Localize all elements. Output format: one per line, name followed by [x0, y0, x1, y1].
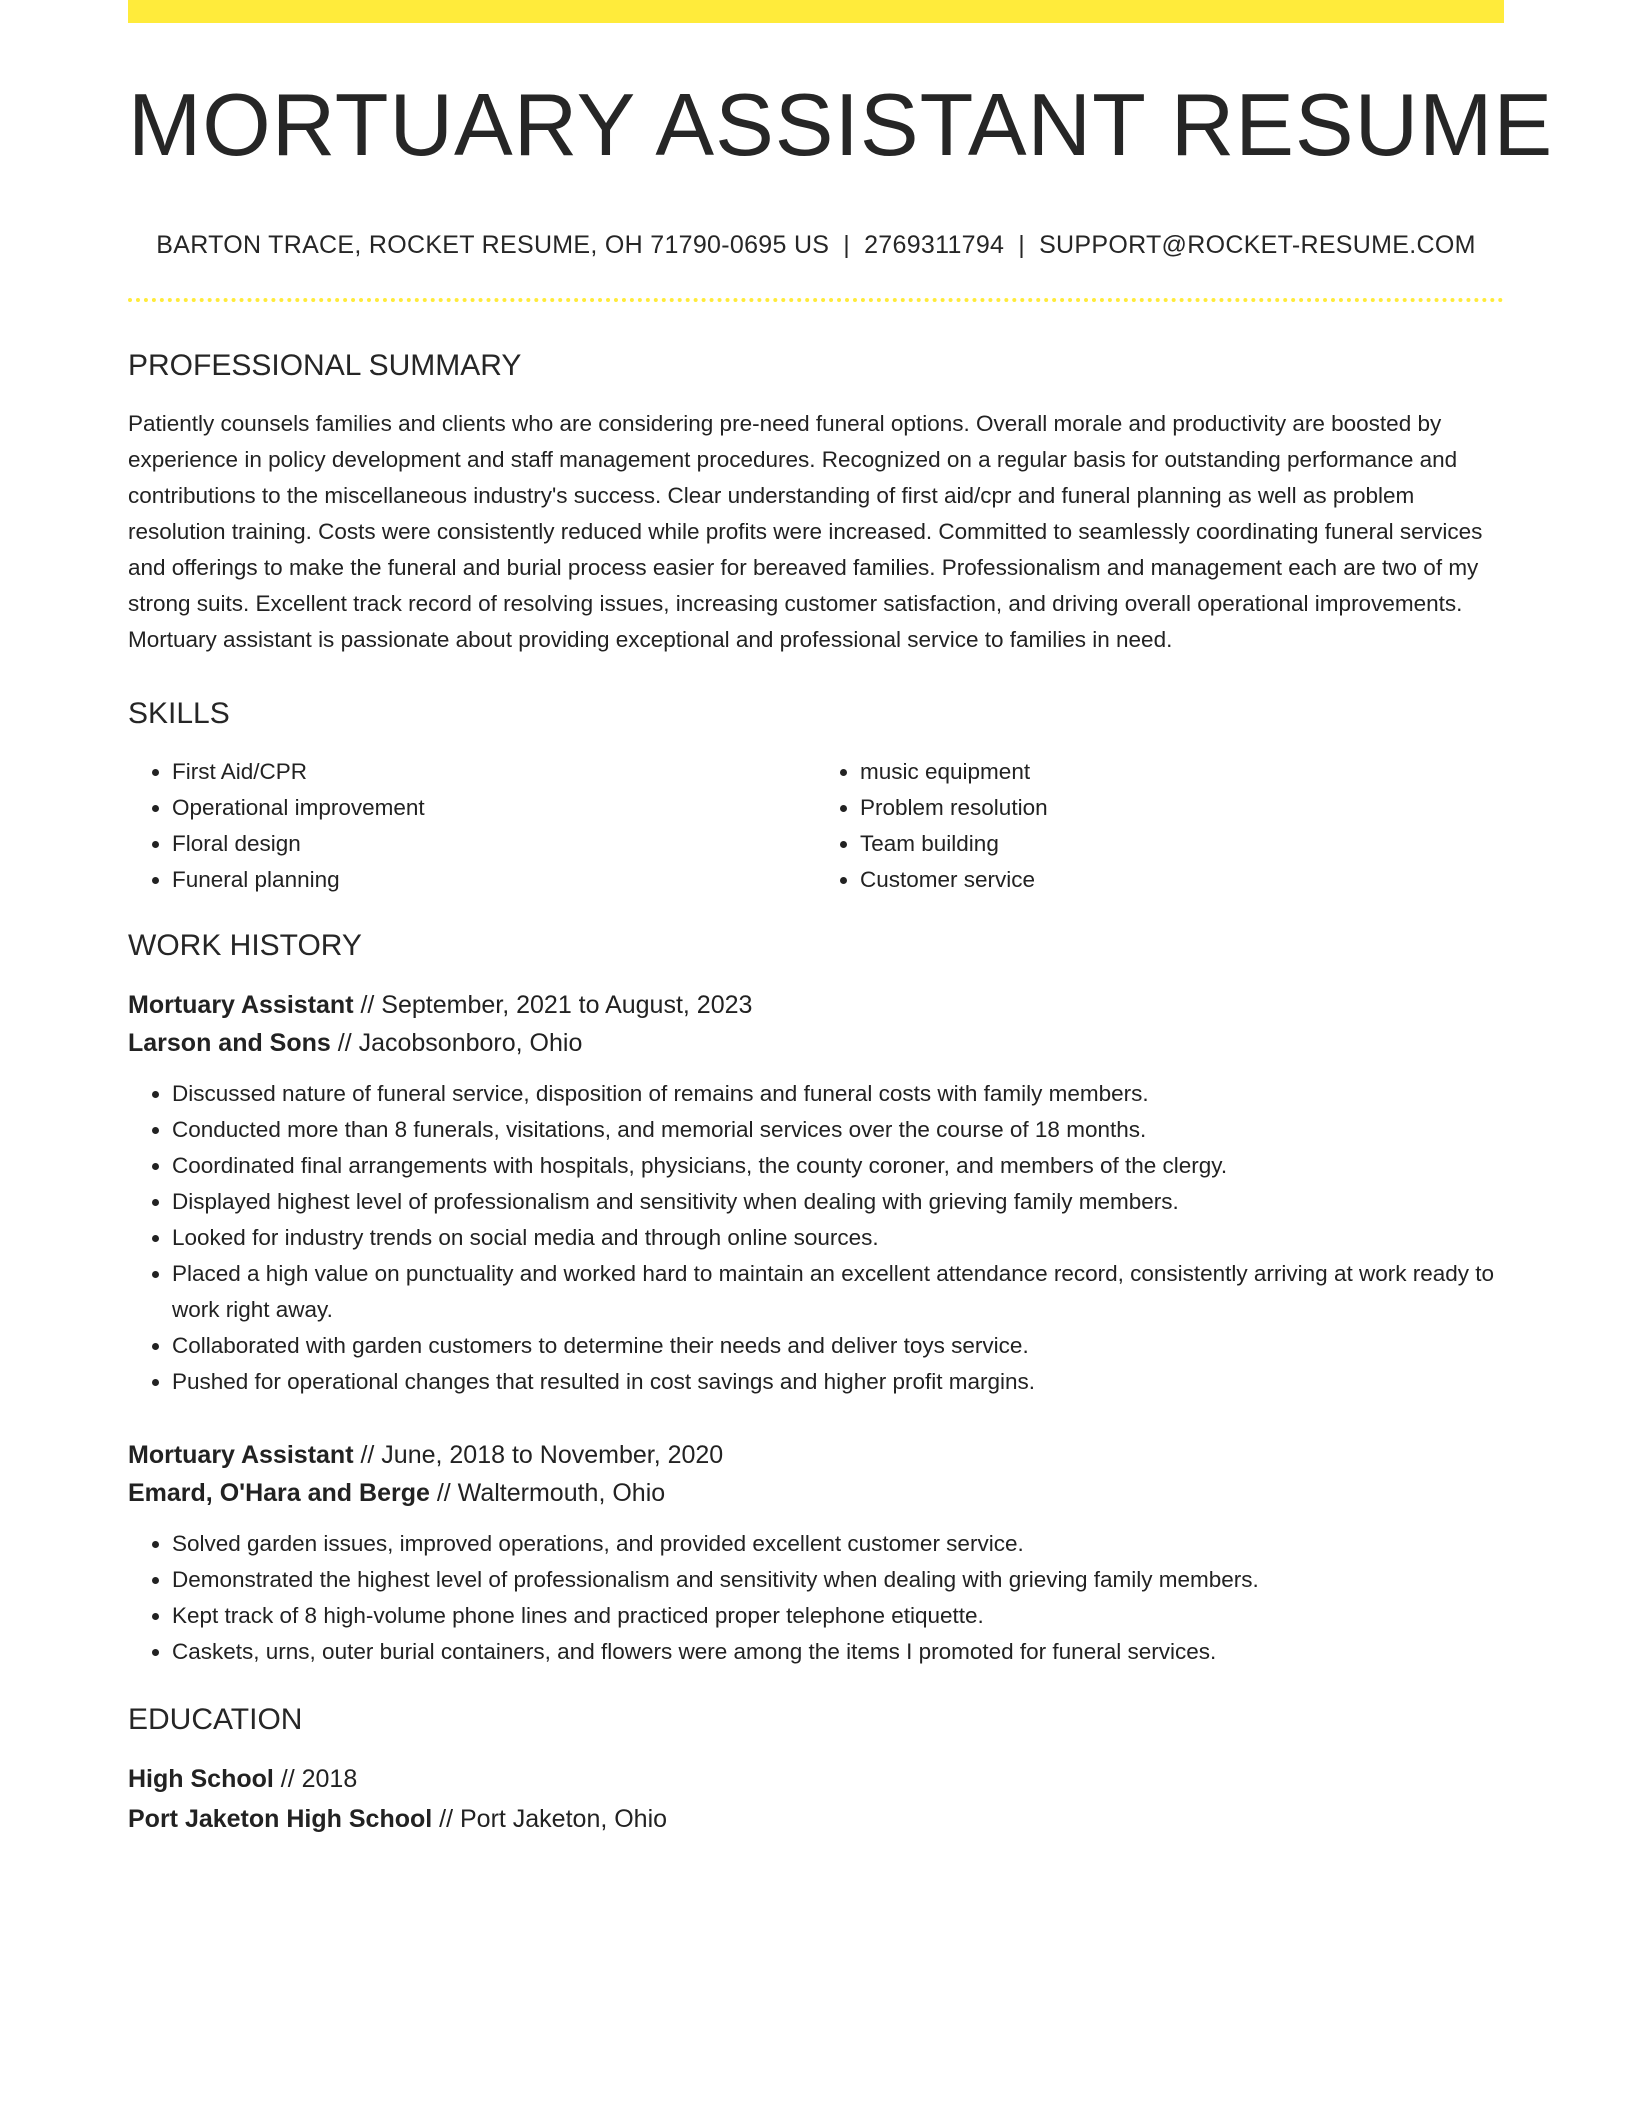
- skills-column-left: [128, 754, 816, 898]
- resume-page: [128, 0, 1554, 1838]
- job-bullet: • Solved garden issues, improved operations, and provided excellent customer service.: [172, 1526, 1504, 1562]
- top-accent-bar: [128, 0, 1504, 23]
- education-location: // Port Jaketon, Ohio: [432, 1805, 668, 1833]
- job-bullets: [128, 1526, 1504, 1670]
- contact-separator: |: [1018, 231, 1026, 259]
- job-company-line: [128, 1024, 1504, 1062]
- contact-address: BARTON TRACE, ROCKET RESUME, OH 71790-0695 US: [156, 231, 830, 259]
- education-school: Port Jaketon High School: [128, 1805, 433, 1833]
- job-bullet: • Collaborated with garden customers to determine their needs and deliver toys service.: [172, 1328, 1504, 1364]
- job-location: // Jacobsonboro, Ohio: [330, 1029, 583, 1057]
- skill-item: • First Aid/CPR: [172, 754, 816, 790]
- job-bullet: • Caskets, urns, outer burial containers, and flowers were among the items I promoted for funeral services.: [172, 1634, 1504, 1670]
- skills-column-right: [816, 754, 1504, 898]
- education-year: // 2018: [273, 1765, 358, 1793]
- job-bullet: • Looked for industry trends on social media and through online sources.: [172, 1220, 1504, 1256]
- job-company: Larson and Sons: [128, 1029, 331, 1057]
- job-bullet: • Displayed highest level of professionalism and sensitivity when dealing with grieving family members.: [172, 1184, 1504, 1220]
- job-title: Mortuary Assistant: [128, 1441, 354, 1469]
- skill-item: • Customer service: [860, 862, 1504, 898]
- job-title-line: [128, 1436, 1504, 1474]
- job-title-line: [128, 986, 1504, 1024]
- job-dates: // June, 2018 to November, 2020: [353, 1441, 724, 1469]
- education-degree-line: [128, 1760, 1504, 1798]
- dotted-divider: [128, 298, 1504, 302]
- skills-grid: [128, 754, 1504, 898]
- job-bullet: • Coordinated final arrangements with hospitals, physicians, the county coroner, and members of the clergy.: [172, 1148, 1504, 1184]
- job-location: // Waltermouth, Ohio: [429, 1479, 666, 1507]
- job-bullets: [128, 1076, 1504, 1400]
- summary-heading: PROFESSIONAL SUMMARY: [128, 349, 522, 382]
- contact-separator: |: [843, 231, 851, 259]
- education-school-line: [128, 1800, 1504, 1838]
- education-degree: High School: [128, 1765, 274, 1793]
- contact-email: SUPPORT@ROCKET-RESUME.COM: [1039, 231, 1476, 259]
- skill-item: • Team building: [860, 826, 1504, 862]
- skill-item: • Floral design: [172, 826, 816, 862]
- job-bullet: • Placed a high value on punctuality and worked hard to maintain an excellent attendance record, consistently arriving at work ready to work right away.: [172, 1256, 1504, 1328]
- job-bullet: • Discussed nature of funeral service, disposition of remains and funeral costs with family members.: [172, 1076, 1504, 1112]
- job-bullet: • Pushed for operational changes that resulted in cost savings and higher profit margins.: [172, 1364, 1504, 1400]
- skill-item: • Problem resolution: [860, 790, 1504, 826]
- job-bullet: • Kept track of 8 high-volume phone lines and practiced proper telephone etiquette.: [172, 1598, 1504, 1634]
- skill-item: • Funeral planning: [172, 862, 816, 898]
- work-history-heading: WORK HISTORY: [128, 929, 362, 962]
- resume-title: MORTUARY ASSISTANT RESUME: [128, 75, 1554, 174]
- job-title: Mortuary Assistant: [128, 991, 354, 1019]
- job-company-line: [128, 1474, 1504, 1512]
- skill-item: • music equipment: [860, 754, 1504, 790]
- skill-item: • Operational improvement: [172, 790, 816, 826]
- skills-heading: SKILLS: [128, 697, 230, 730]
- job-bullet: • Conducted more than 8 funerals, visitations, and memorial services over the course of 18 months.: [172, 1112, 1504, 1148]
- summary-text: Patiently counsels families and clients who are considering pre-need funeral options. Overall morale and productivity are boosted by experience in policy development and staff management procedures. Recognized on a regular basis for outstanding performance and contributions to the miscellaneous industry's success. Clear understanding of first aid/cpr and funeral planning as well as problem resolution training. Costs were consistently reduced while profits were increased. Committed to seamlessly coordinating funeral services and offerings to make the funeral and burial process easier for bereaved families. Professionalism and management each are two of my strong suits. Excellent track record of resolving issues, increasing customer satisfaction, and driving overall operational improvements. Mortuary assistant is passionate about providing exceptional and professional service to families in need.: [128, 411, 1483, 652]
- job-company: Emard, O'Hara and Berge: [128, 1479, 430, 1507]
- job-bullet: • Demonstrated the highest level of professionalism and sensitivity when dealing with grieving family members.: [172, 1562, 1504, 1598]
- contact-phone: 2769311794: [864, 231, 1005, 259]
- job-dates: // September, 2021 to August, 2023: [353, 991, 753, 1019]
- contact-line: [128, 231, 1504, 260]
- education-heading: EDUCATION: [128, 1703, 303, 1736]
